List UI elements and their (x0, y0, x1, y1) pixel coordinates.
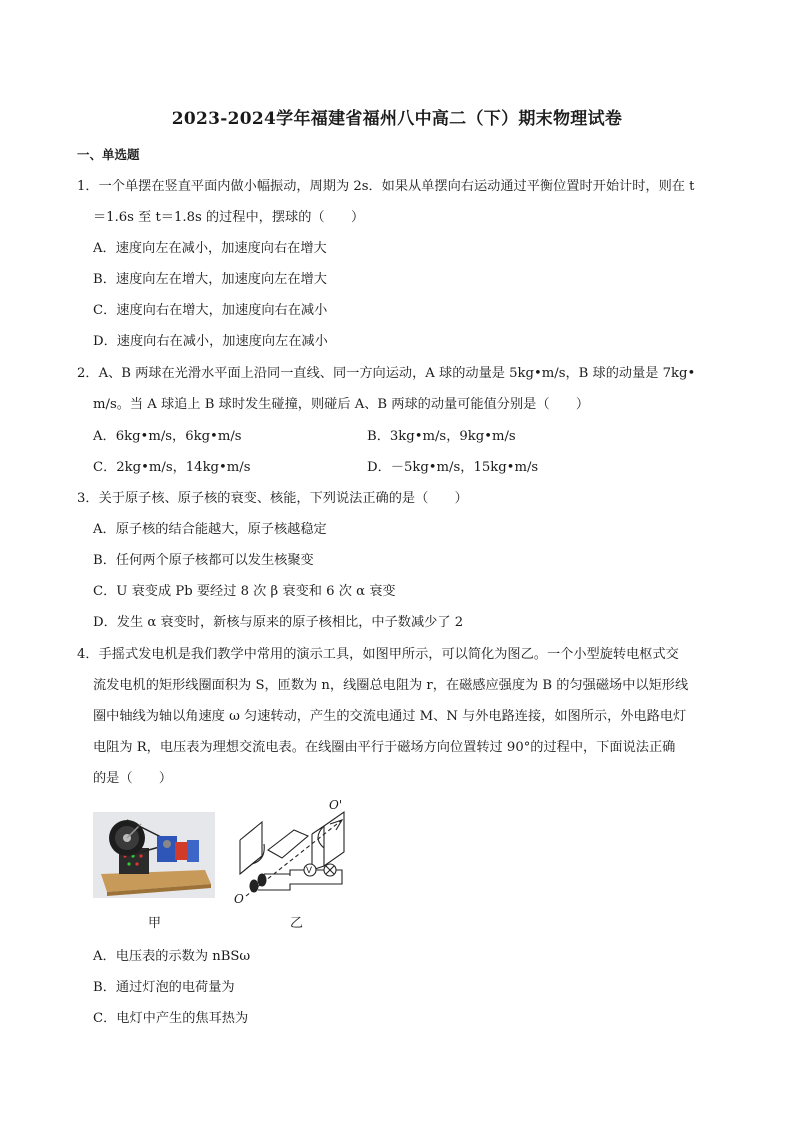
q1-option-b: B．速度向左在增大，加速度向左在增大 (93, 272, 327, 287)
q4-line-4: 电阻为 R，电压表为理想交流电表。在线圈由平行于磁场方向位置转过 90°的过程中，下面说法正确 (93, 740, 676, 755)
q3-option-c: C．U 衰变成 Pb 要经过 8 次 β 衰变和 6 次 α 衰变 (93, 584, 396, 599)
q3-line-1: 3．关于原子核、原子核的衰变、核能，下列说法正确的是（ ） (77, 491, 468, 506)
label-o-prime: O' (329, 798, 343, 812)
q1-line-1: 1．一个单摆在竖直平面内做小幅振动，周期为 2s．如果从单摆向右运动通过平衡位置时开始计时，则在 t (77, 179, 695, 194)
q2-line-1: 2．A、B 两球在光滑水平面上沿同一直线、同一方向运动，A 球的动量是 5kg•m/s，B 球的动量是 7kg• (77, 366, 696, 381)
label-o: O (234, 892, 244, 906)
q4-line-3: 圈中轴线为轴以角速度 ω 匀速转动，产生的交流电通过 M、N 与外电路连接，如图所示，外电路电灯 (93, 709, 687, 724)
q1-option-a: A．速度向左在减小，加速度向右在增大 (93, 241, 327, 256)
section-heading: 一、单选题 (77, 147, 140, 162)
generator-schematic (232, 800, 360, 910)
q3-option-b: B．任何两个原子核都可以发生核聚变 (93, 553, 314, 568)
caption-yi: 乙 (290, 916, 304, 931)
q2-option-c: C．2kg•m/s，14kg•m/s (93, 460, 251, 475)
voltmeter-symbol-icon: V (306, 865, 313, 875)
q4-line-2: 流发电机的矩形线圈面积为 S，匝数为 n，线圈总电阻为 r，在磁感应强度为 B 的匀强磁场中以矩形线 (93, 678, 689, 693)
q3-option-a: A．原子核的结合能越大，原子核越稳定 (93, 522, 327, 537)
q2-option-a: A．6kg•m/s，6kg•m/s (93, 429, 242, 444)
q4-option-c: C．电灯中产生的焦耳热为 (93, 1011, 249, 1026)
q1-option-c: C．速度向右在增大，加速度向右在减小 (93, 303, 328, 318)
q1-option-d: D．速度向右在减小，加速度向左在减小 (93, 334, 328, 349)
q3-option-d: D．发生 α 衰变时，新核与原来的原子核相比，中子数减少了 2 (93, 615, 464, 630)
q1-line-2: ＝1.6s 至 t＝1.8s 的过程中，摆球的（ ） (93, 210, 365, 225)
q4-line-1: 4．手摇式发电机是我们教学中常用的演示工具，如图甲所示，可以简化为图乙。一个小型旋转电枢式交 (77, 647, 679, 662)
q2-line-2: m/s。当 A 球追上 B 球时发生碰撞，则碰后 A、B 两球的动量可能值分别是（ ） (93, 397, 590, 412)
caption-jia: 甲 (148, 916, 162, 931)
q4-line-5: 的是（ ） (93, 771, 173, 786)
generator-photo (93, 812, 215, 898)
q4-option-b: B．通过灯泡的电荷量为 (93, 980, 235, 995)
q2-option-b: B．3kg•m/s，9kg•m/s (367, 429, 516, 444)
q4-option-a: A．电压表的示数为 nBSω (93, 949, 251, 964)
page-title: 2023-2024学年福建省福州八中高二（下）期末物理试卷 (171, 109, 623, 129)
q2-option-d: D．－5kg•m/s，15kg•m/s (367, 460, 539, 475)
